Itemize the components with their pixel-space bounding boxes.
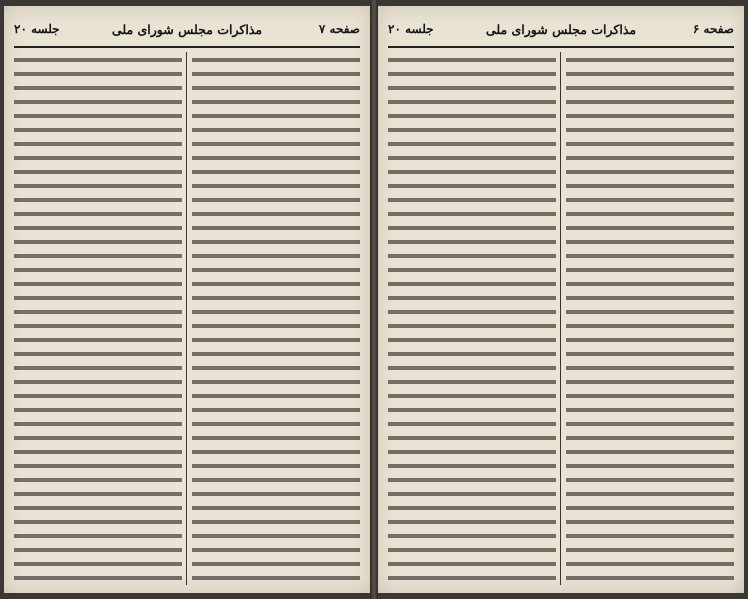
right-page-body: [388, 52, 734, 585]
left-page-body: [14, 52, 360, 585]
right-page-column-right: [566, 52, 734, 585]
left-page-session: جلسه ۲۰: [14, 22, 60, 36]
left-page: [4, 6, 370, 593]
left-page-number: صفحه ۷: [318, 22, 360, 36]
right-page: [378, 6, 744, 593]
book-gutter: [370, 0, 378, 599]
right-page-header: [388, 16, 734, 48]
column-divider: [560, 52, 561, 585]
column-divider: [186, 52, 187, 585]
left-page-title: مذاکرات مجلس شورای ملی: [111, 22, 263, 37]
right-page-column-left: [388, 52, 556, 585]
right-page-title: مذاکرات مجلس شورای ملی: [485, 22, 637, 37]
left-page-header: [14, 16, 360, 48]
left-page-column-right: [192, 52, 360, 585]
right-page-session: جلسه ۲۰: [388, 22, 434, 36]
left-page-column-left: [14, 52, 182, 585]
right-page-number: صفحه ۶: [692, 22, 734, 36]
